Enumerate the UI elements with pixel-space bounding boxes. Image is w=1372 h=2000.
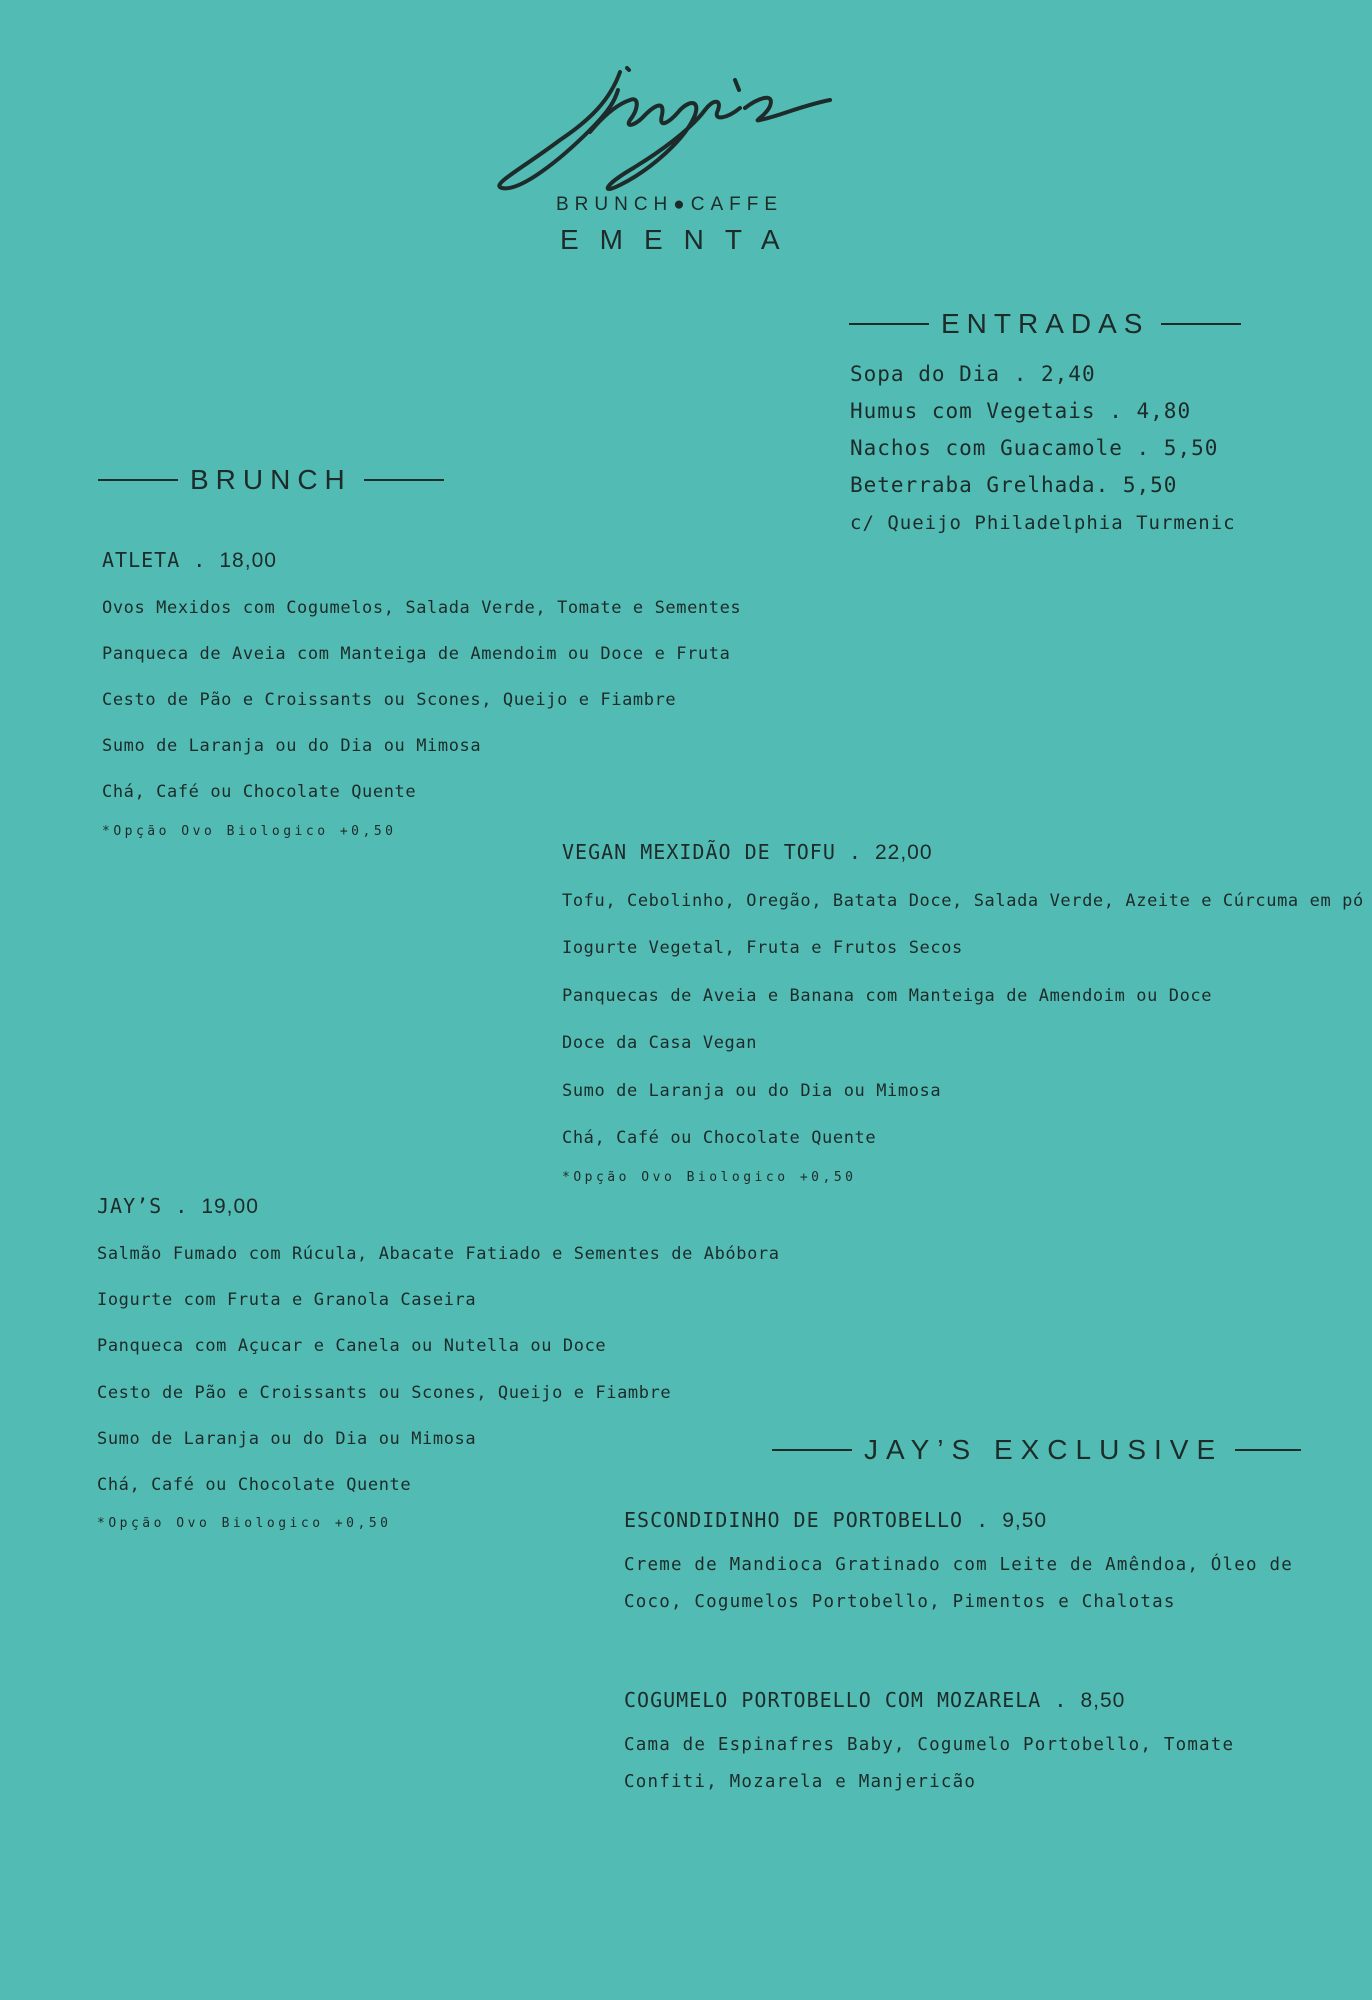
entradas-title: ENTRADAS — [941, 308, 1150, 339]
menu-line: Doce da Casa Vegan — [562, 1033, 758, 1053]
menu-line: Cesto de Pão e Croissants ou Scones, Queijo e Fiambre — [102, 690, 677, 710]
dish-price: 9,50 — [1002, 1509, 1048, 1532]
menu-line: Sumo de Laranja ou do Dia ou Mimosa — [102, 736, 482, 756]
entrada-item — [850, 362, 1096, 386]
entrada-name: Sopa do Dia . — [850, 362, 1042, 386]
dish-note: *Opção Ovo Biologico +0,50 — [97, 1516, 392, 1531]
menu-line: Tofu, Cebolinho, Oregão, Batata Doce, Salada Verde, Azeite e Cúrcuma em pó — [562, 891, 1364, 911]
dish-title-jays — [97, 1194, 259, 1219]
entrada-item — [850, 399, 1191, 423]
entradas-heading — [849, 308, 1241, 340]
divider-line — [98, 479, 178, 481]
dish-description: Cama de Espinafres Baby, Cogumelo Portobello, Tomate Confiti, Mozarela e Manjericão — [624, 1735, 1235, 1792]
dish-title-cogumelo — [624, 1688, 1125, 1713]
menu-line: Panqueca com Açucar e Canela ou Nutella ou Doce — [97, 1336, 607, 1356]
dish-name: ESCONDIDINHO DE PORTOBELLO . — [624, 1508, 1003, 1532]
dish-name: ATLETA . — [102, 548, 220, 572]
exclusive-heading — [772, 1434, 1301, 1466]
entrada-name: Humus com Vegetais . — [850, 399, 1137, 423]
menu-line: Sumo de Laranja ou do Dia ou Mimosa — [97, 1429, 477, 1449]
dish-title-vegan — [562, 840, 933, 865]
dish-name: VEGAN MEXIDÃO DE TOFU . — [562, 840, 875, 864]
menu-title: EMENTA — [560, 224, 801, 255]
divider-line — [364, 479, 444, 481]
entrada-item — [850, 473, 1177, 497]
dish-price: 22,00 — [874, 841, 933, 864]
dish-name: COGUMELO PORTOBELLO COM MOZARELA . — [624, 1688, 1081, 1712]
dish-price: 19,00 — [201, 1195, 259, 1218]
menu-line: Panquecas de Aveia e Banana com Manteiga de Amendoim ou Doce — [562, 986, 1213, 1006]
menu-line: Chá, Café ou Chocolate Quente — [102, 782, 417, 802]
dish-price: 8,50 — [1080, 1689, 1126, 1712]
dish-title-atleta — [102, 548, 277, 573]
entrada-price: 5,50 — [1163, 436, 1219, 460]
divider-line — [1161, 323, 1241, 325]
entrada-price: 4,80 — [1136, 399, 1192, 423]
menu-line: Chá, Café ou Chocolate Quente — [562, 1128, 877, 1148]
menu-line: Iogurte Vegetal, Fruta e Frutos Secos — [562, 938, 963, 958]
entrada-name: Beterraba Grelhada. — [850, 473, 1123, 497]
entrada-subnote: c/ Queijo Philadelphia Turmenic — [850, 512, 1236, 534]
menu-line: Iogurte com Fruta e Granola Caseira — [97, 1290, 477, 1310]
dish-title-escondidinho — [624, 1508, 1047, 1533]
brunch-title: BRUNCH — [190, 464, 352, 495]
divider-line — [1235, 1449, 1301, 1451]
menu-line: Sumo de Laranja ou do Dia ou Mimosa — [562, 1081, 942, 1101]
entrada-name: Nachos com Guacamole . — [850, 436, 1164, 460]
entrada-price: 5,50 — [1122, 473, 1178, 497]
tagline: BRUNCH●CAFFE — [556, 194, 784, 215]
exclusive-title: JAY’S EXCLUSIVE — [864, 1434, 1224, 1465]
entrada-item — [850, 436, 1218, 460]
dish-description: Creme de Mandioca Gratinado com Leite de Amêndoa, Óleo de Coco, Cogumelos Portobello, Pimentos e Chalotas — [624, 1555, 1293, 1612]
brunch-heading — [98, 464, 444, 496]
menu-line: Ovos Mexidos com Cogumelos, Salada Verde, Tomate e Sementes — [102, 598, 742, 618]
divider-line — [772, 1449, 852, 1451]
dish-note: *Opção Ovo Biologico +0,50 — [562, 1170, 857, 1185]
menu-line: Panqueca de Aveia com Manteiga de Amendoim ou Doce e Fruta — [102, 644, 731, 664]
jays-script-logo — [490, 60, 840, 200]
dish-name: JAY’S . — [97, 1194, 202, 1218]
menu-line: Salmão Fumado com Rúcula, Abacate Fatiado e Sementes de Abóbora — [97, 1244, 780, 1264]
dish-note: *Opção Ovo Biologico +0,50 — [102, 824, 397, 839]
menu-line: Cesto de Pão e Croissants ou Scones, Queijo e Fiambre — [97, 1383, 672, 1403]
divider-line — [849, 323, 929, 325]
menu-line: Chá, Café ou Chocolate Quente — [97, 1475, 412, 1495]
dish-price: 18,00 — [219, 549, 277, 572]
entrada-price: 2,40 — [1041, 362, 1096, 386]
